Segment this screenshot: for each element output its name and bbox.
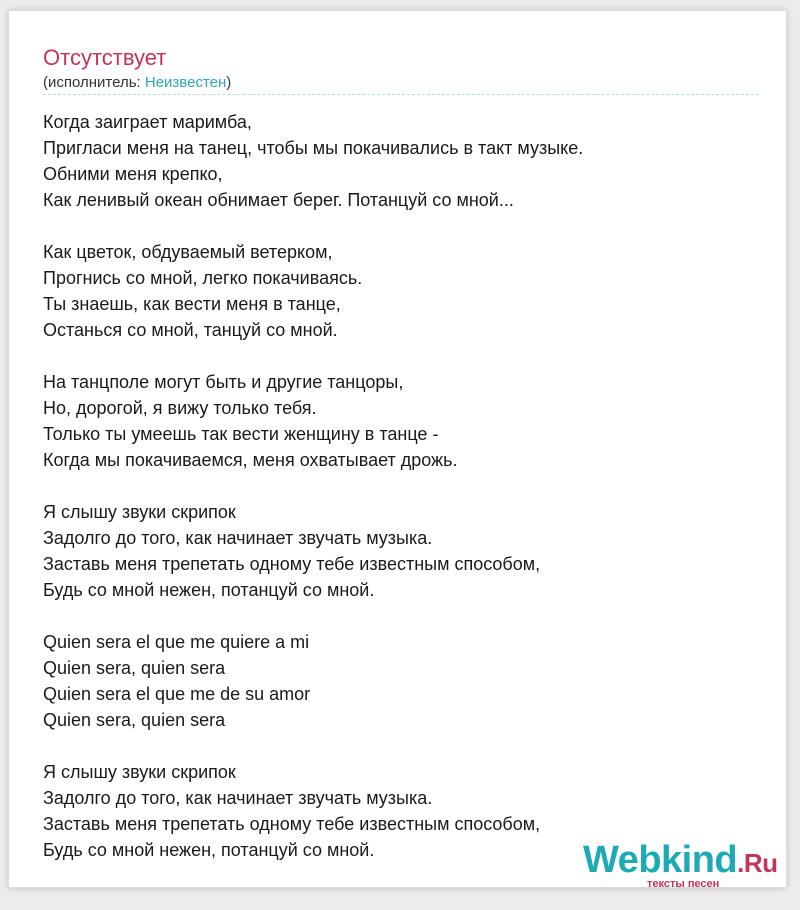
lyric-line: Quien sera, quien sera — [43, 658, 226, 678]
lyric-line: Я слышу звуки скрипок — [43, 502, 236, 522]
lyric-line: Как ленивый океан обнимает берег. Потанцуй со мной... — [43, 190, 514, 210]
lyric-line: Задолго до того, как начинает звучать музыка. — [43, 528, 433, 548]
artist-suffix: ) — [226, 74, 232, 91]
song-title: Отсутствует — [43, 45, 167, 70]
stanza-gap — [43, 213, 763, 239]
lyric-line: Quien sera, quien sera — [43, 710, 226, 730]
lyric-line: Будь со мной нежен, потанцуй со мной. — [43, 580, 375, 600]
lyric-line: Но, дорогой, я вижу только тебя. — [43, 398, 317, 418]
stanza-gap — [43, 473, 763, 499]
lyric-line: Прогнись со мной, легко покачиваясь. — [43, 268, 363, 288]
lyric-line: Как цветок, обдуваемый ветерком, — [43, 242, 333, 262]
lyric-line: Когда мы покачиваемся, меня охватывает дрожь. — [43, 450, 458, 470]
header-divider — [43, 94, 759, 95]
lyrics-card — [8, 10, 787, 888]
artist-prefix: (исполнитель: — [43, 74, 145, 91]
stanza-3 — [43, 369, 763, 473]
logo-tagline: тексты песен — [647, 878, 720, 890]
stanza-gap — [43, 343, 763, 369]
lyric-line: Останься со мной, танцуй со мной. — [43, 320, 338, 340]
lyric-line: Пригласи меня на танец, чтобы мы покачивались в такт музыке. — [43, 138, 584, 158]
webkind-logo[interactable] — [583, 839, 778, 890]
lyric-line: Quien sera el que me quiere a mi — [43, 632, 310, 652]
logo-wordmark: Webkind — [583, 839, 738, 881]
lyric-line: Задолго до того, как начинает звучать музыка. — [43, 788, 433, 808]
lyric-line: Когда заиграет маримба, — [43, 112, 252, 132]
lyric-line: Заставь меня трепетать одному тебе известным способом, — [43, 814, 541, 834]
stanza-5 — [43, 629, 763, 733]
logo-tld: .Ru — [737, 848, 778, 878]
stanza-gap — [43, 733, 763, 759]
lyric-line: Только ты умеешь так вести женщину в танце - — [43, 424, 439, 444]
lyrics-body — [43, 109, 763, 863]
lyric-line: Ты знаешь, как вести меня в танце, — [43, 294, 341, 314]
stanza-4 — [43, 499, 763, 603]
lyric-line: Заставь меня трепетать одному тебе известным способом, — [43, 554, 541, 574]
lyric-line: Обними меня крепко, — [43, 164, 223, 184]
stanza-2 — [43, 239, 763, 343]
artist-line — [43, 74, 231, 92]
lyric-line: Я слышу звуки скрипок — [43, 762, 236, 782]
artist-link[interactable]: Неизвестен — [144, 74, 227, 91]
lyric-line: Quien sera el que me de su amor — [43, 684, 311, 704]
stanza-1 — [43, 109, 763, 213]
lyric-line: На танцполе могут быть и другие танцоры, — [43, 372, 404, 392]
lyric-line: Будь со мной нежен, потанцуй со мной. — [43, 840, 375, 860]
stanza-gap — [43, 603, 763, 629]
